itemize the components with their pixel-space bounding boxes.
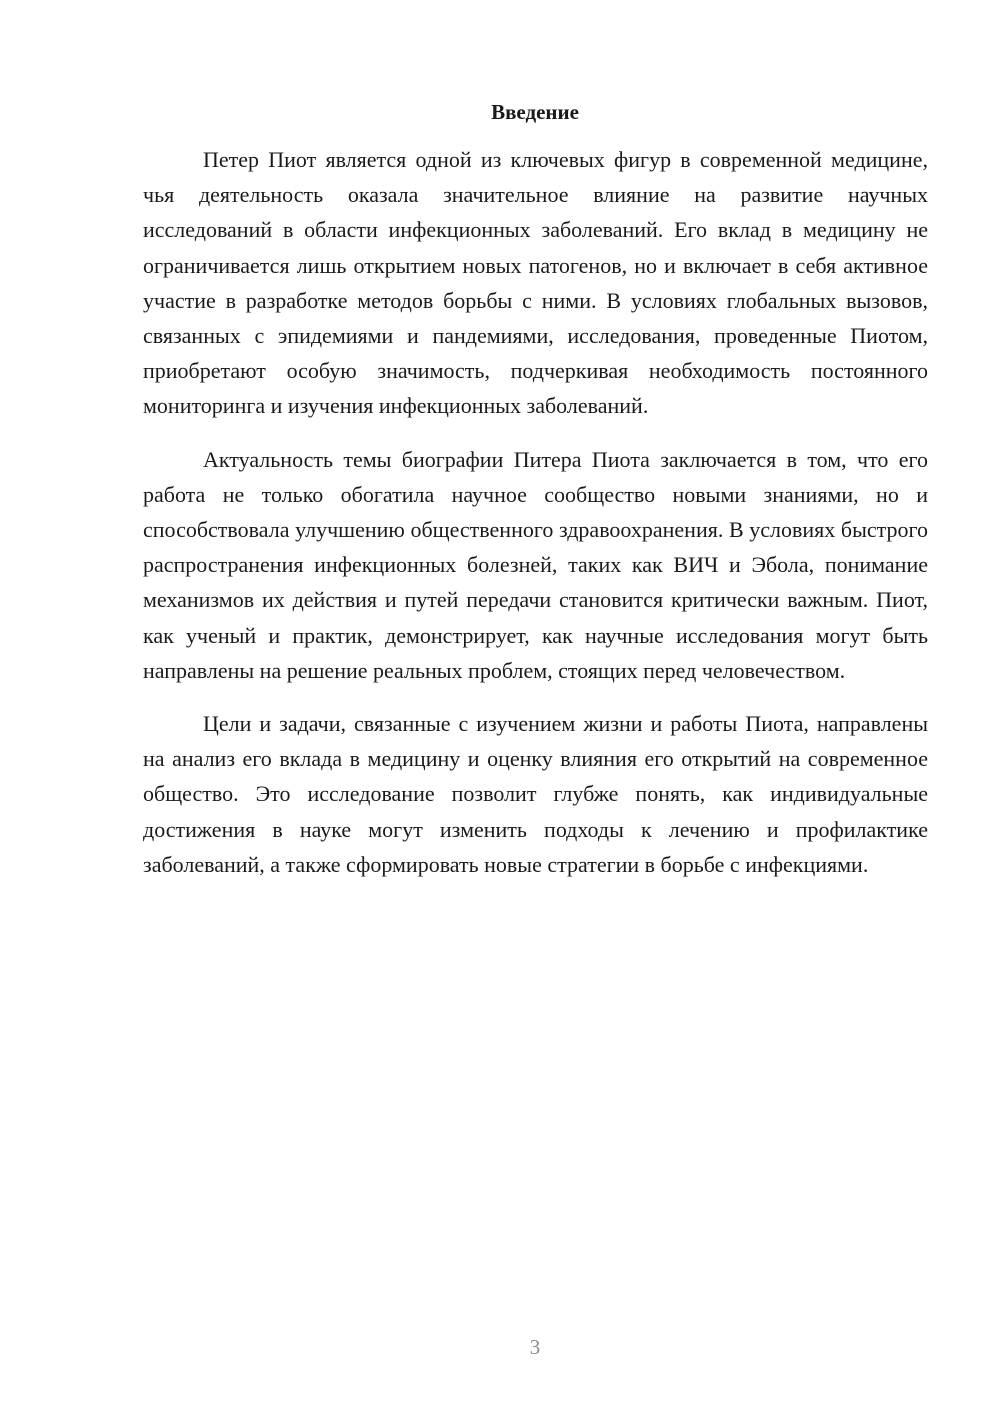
page-number: 3 — [529, 1335, 541, 1359]
section-heading: Введение — [491, 100, 579, 124]
body-text — [143, 142, 928, 900]
paragraph-goals: Цели и задачи, связанные с изучением жизни и работы Пиота, направлены на анализ его вклада в медицину и оценку влияния его открытий на современное общество. Это исследование позволит глубже понять, как индивидуальные достижения в науке могут изменить подходы к лечению и профилактике заболеваний, а также сформировать новые стратегии в борьбе с инфекциями. — [143, 711, 928, 877]
paragraph-relevance: Актуальность темы биографии Питера Пиота заключается в том, что его работа не только обогатила научное сообщество новыми знаниями, но и способствовала улучшению общественного здравоохранения. В условиях быстрого распространения инфекционных болезней, таких как ВИЧ и Эбола, понимание механизмов их действия и путей передачи становится критически важным. Пиот, как ученый и практик, демонстрирует, как научные исследования могут быть направлены на решение реальных проблем, стоящих перед человечеством. — [143, 446, 928, 683]
paragraph-introduction: Петер Пиот является одной из ключевых фигур в современной медицине, чья деятельность оказала значительное влияние на развитие научных исследований в области инфекционных заболеваний. Его вклад в медицину не ограничивается лишь открытием новых патогенов, но и включает в себя активное участие в разработке методов борьбы с ними. В условиях глобальных вызовов, связанных с эпидемиями и пандемиями, исследования, проведенные Пиотом, приобретают особую значимость, подчеркивая необходимость постоянного мониторинга и изучения инфекционных заболеваний. — [143, 147, 928, 419]
